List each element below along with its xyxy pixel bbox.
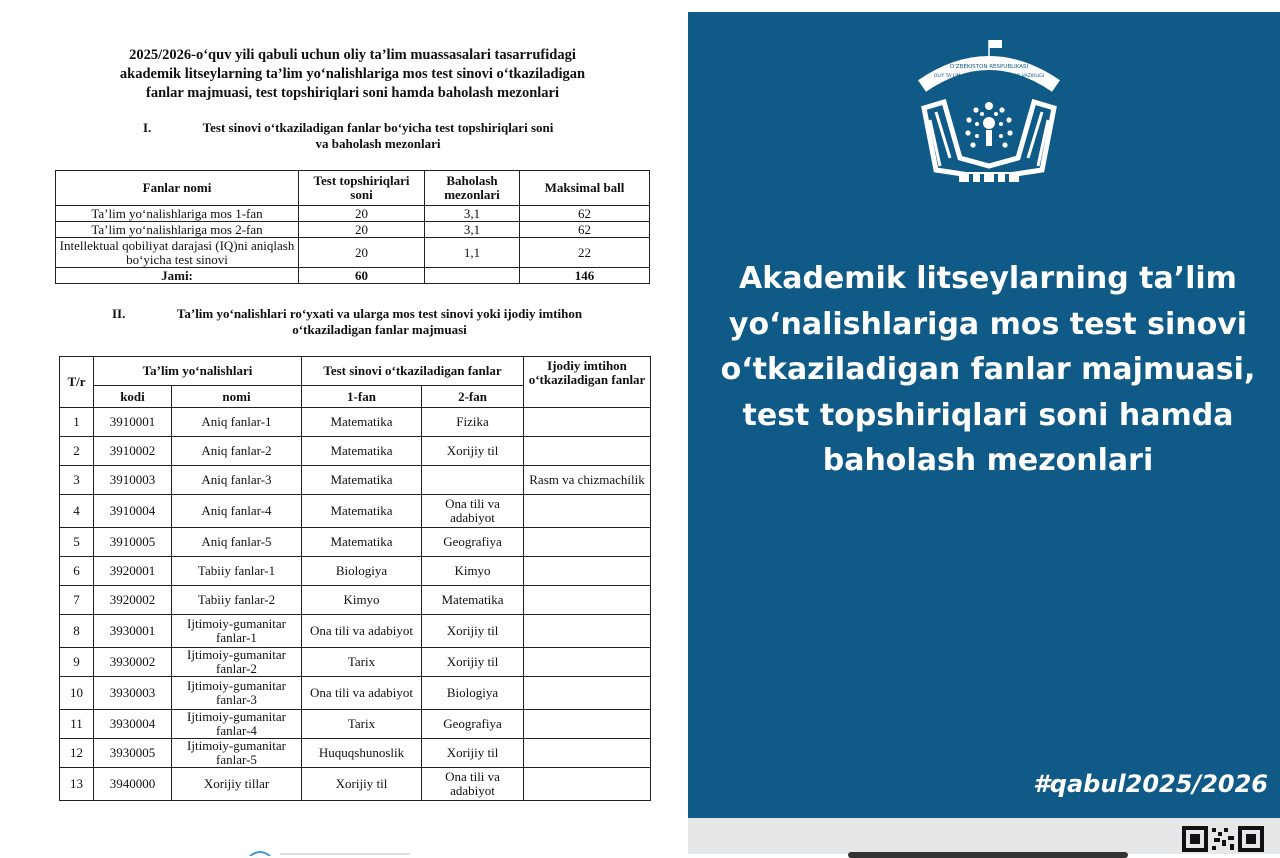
cell-creative [524, 408, 651, 437]
ministry-emblem-book-icon [914, 38, 1064, 184]
cell-subject-2: Kimyo [422, 557, 524, 586]
document-title-line: fanlar majmuasi, test topshiriqlari soni hamda baholash mezonlari [145, 85, 560, 101]
cell-subject-2: Xorijiy til [422, 739, 524, 768]
cell-count: 20 [299, 222, 425, 238]
cell-number: 8 [60, 615, 94, 648]
cell-subject: Intellektual qobiliyat darajasi (IQ)ni aniqlash bo‘yicha test sinovi [56, 238, 299, 268]
cell-creative: Rasm va chizmachilik [524, 466, 651, 495]
cell-subject-1: Matematika [302, 408, 422, 437]
col-header-tr: T/r [60, 357, 94, 408]
cell-subject-2: Xorijiy til [422, 648, 524, 677]
section-2-title-line: o‘tkaziladigan fanlar majmuasi [292, 322, 467, 337]
cell-direction-name: Aniq fanlar-1 [172, 408, 302, 437]
cell-code: 3930001 [94, 615, 172, 648]
table-row [60, 615, 651, 648]
cell-subject-2: Xorijiy til [422, 615, 524, 648]
cell-subject: Ta’lim yo‘nalishlariga mos 1-fan [56, 206, 299, 222]
section-1-heading [143, 120, 593, 152]
cell-direction-name: Aniq fanlar-3 [172, 466, 302, 495]
section-2-number: II. [112, 306, 126, 321]
cell-code: 3930002 [94, 648, 172, 677]
cell-direction-name: Aniq fanlar-5 [172, 528, 302, 557]
cell-direction-name: Tabiiy fanlar-2 [172, 586, 302, 615]
col-header-test-count: Test topshiriqlari soni [299, 171, 425, 206]
cell-creative [524, 437, 651, 466]
cell-creative [524, 495, 651, 528]
col-header-code: kodi [94, 386, 172, 408]
col-header-name: nomi [172, 386, 302, 408]
cell-code: 3920002 [94, 586, 172, 615]
cell-code: 3930004 [94, 710, 172, 739]
cell-subject-1: Tarix [302, 648, 422, 677]
cell-subject-2: Geografiya [422, 528, 524, 557]
scoring-table [55, 170, 650, 284]
directions-table-body [60, 408, 651, 801]
document-title-line: akademik litseylarning ta’lim yo‘nalishlariga mos test sinovi o‘tkaziladigan [119, 66, 586, 82]
table-row [60, 586, 651, 615]
table-row [56, 206, 650, 222]
cell-criteria: 3,1 [425, 222, 520, 238]
section-1-number: I. [143, 120, 152, 135]
table-row [60, 466, 651, 495]
cell-code: 3910002 [94, 437, 172, 466]
cell-number: 4 [60, 495, 94, 528]
cell-subject-1: Matematika [302, 437, 422, 466]
cell-number: 13 [60, 768, 94, 801]
table-row [60, 768, 651, 801]
panel-hashtag: #qabul2025/2026 [1033, 770, 1268, 798]
cell-code: 3930003 [94, 677, 172, 710]
cell-code: 3910005 [94, 528, 172, 557]
directions-table [59, 356, 651, 801]
table-row [60, 495, 651, 528]
col-header-subject-2: 2-fan [422, 386, 524, 408]
cell-number: 1 [60, 408, 94, 437]
cell-total-count: 60 [299, 268, 425, 284]
logo-text-line: O‘ZBEKISTON RESPUBLIKASI [949, 64, 1029, 70]
cell-creative [524, 648, 651, 677]
cell-subject-1: Matematika [302, 466, 422, 495]
table-row [60, 710, 651, 739]
table-row [60, 557, 651, 586]
cell-subject-2: Ona tili va adabiyot [422, 768, 524, 801]
cell-direction-name: Xorijiy tillar [172, 768, 302, 801]
cell-subject-2: Fizika [422, 408, 524, 437]
cell-creative [524, 615, 651, 648]
cell-creative [524, 528, 651, 557]
cell-creative [524, 677, 651, 710]
cell-criteria: 1,1 [425, 238, 520, 268]
cell-subject-2: Biologiya [422, 677, 524, 710]
table-row [60, 528, 651, 557]
cell-max: 22 [520, 238, 650, 268]
cell-total-criteria [425, 268, 520, 284]
col-header-test-subjects: Test sinovi o‘tkaziladigan fanlar [302, 357, 524, 386]
table-row [56, 222, 650, 238]
cell-subject-1: Huquqshunoslik [302, 739, 422, 768]
col-header-subject-name: Fanlar nomi [56, 171, 299, 206]
cell-direction-name: Aniq fanlar-2 [172, 437, 302, 466]
section-2-heading [112, 306, 617, 338]
cell-code: 3930005 [94, 739, 172, 768]
cell-code: 3910001 [94, 408, 172, 437]
cell-subject-2: Xorijiy til [422, 437, 524, 466]
col-header-direction: Ta’lim yo‘nalishlari [94, 357, 302, 386]
cell-creative [524, 557, 651, 586]
qr-code-icon[interactable] [1182, 826, 1270, 852]
footer-bar [688, 818, 1280, 854]
cell-direction-name: Ijtimoiy-gumanitar fanlar-5 [172, 739, 302, 768]
cell-subject: Ta’lim yo‘nalishlariga mos 2-fan [56, 222, 299, 238]
cell-number: 9 [60, 648, 94, 677]
cell-number: 3 [60, 466, 94, 495]
cell-direction-name: Ijtimoiy-gumanitar fanlar-3 [172, 677, 302, 710]
cell-code: 3920001 [94, 557, 172, 586]
col-header-subject-1: 1-fan [302, 386, 422, 408]
cell-subject-1: Kimyo [302, 586, 422, 615]
cell-number: 10 [60, 677, 94, 710]
home-indicator [848, 852, 1128, 858]
cell-direction-name: Ijtimoiy-gumanitar fanlar-4 [172, 710, 302, 739]
cell-total-max: 146 [520, 268, 650, 284]
panel-headline: Akademik litseylarning ta’lim yo‘nalishlariga mos test sinovi o‘tkaziladigan fanlar majmuasi, test topshiriqlari soni hamda baholash mezonlari [720, 261, 1256, 478]
cell-subject-1: Xorijiy til [302, 768, 422, 801]
cell-max: 62 [520, 222, 650, 238]
cell-count: 20 [299, 238, 425, 268]
col-header-creative: Ijodiy imtihon o‘tkaziladigan fanlar [524, 357, 651, 408]
table-row [60, 739, 651, 768]
cell-subject-1: Biologiya [302, 557, 422, 586]
cell-direction-name: Aniq fanlar-4 [172, 495, 302, 528]
cell-subject-2: Geografiya [422, 710, 524, 739]
cell-count: 20 [299, 206, 425, 222]
cell-number: 11 [60, 710, 94, 739]
announcement-panel [688, 12, 1280, 818]
cell-subject-1: Tarix [302, 710, 422, 739]
logo-text-line: OLIY TA’LIM, FAN VA INNOVATSIYALAR VAZIRLIGI [933, 74, 1045, 79]
cell-criteria: 3,1 [425, 206, 520, 222]
cell-number: 7 [60, 586, 94, 615]
table-row [60, 648, 651, 677]
cell-subject-1: Matematika [302, 528, 422, 557]
cell-direction-name: Ijtimoiy-gumanitar fanlar-2 [172, 648, 302, 677]
cell-subject-2: Matematika [422, 586, 524, 615]
cell-creative [524, 739, 651, 768]
cell-direction-name: Tabiiy fanlar-1 [172, 557, 302, 586]
section-2-title-line: Ta’lim yo‘nalishlari ro‘yxati va ularga mos test sinovi yoki ijodiy imtihon [176, 306, 583, 321]
cell-code: 3940000 [94, 768, 172, 801]
table-row [60, 437, 651, 466]
cell-subject-2: Ona tili va adabiyot [422, 495, 524, 528]
cropped-element [240, 846, 420, 856]
table-row [56, 238, 650, 268]
cell-creative [524, 710, 651, 739]
col-header-criteria: Baholash mezonlari [425, 171, 520, 206]
cell-number: 12 [60, 739, 94, 768]
cell-subject-1: Ona tili va adabiyot [302, 677, 422, 710]
cell-subject-2 [422, 466, 524, 495]
cell-number: 5 [60, 528, 94, 557]
cell-number: 2 [60, 437, 94, 466]
cell-creative [524, 586, 651, 615]
cell-subject-1: Ona tili va adabiyot [302, 615, 422, 648]
document-title-line: 2025/2026-o‘quv yili qabuli uchun oliy ta’lim muassasalari tasarrufidagi [129, 47, 576, 63]
cell-code: 3910004 [94, 495, 172, 528]
cell-total-label: Jami: [56, 268, 299, 284]
cell-number: 6 [60, 557, 94, 586]
document-title [60, 46, 645, 103]
section-1-title-line: va baholash mezonlari [315, 136, 441, 151]
cell-subject-1: Matematika [302, 495, 422, 528]
col-header-max-score: Maksimal ball [520, 171, 650, 206]
table-row [60, 408, 651, 437]
cell-max: 62 [520, 206, 650, 222]
cell-creative [524, 768, 651, 801]
cell-direction-name: Ijtimoiy-gumanitar fanlar-1 [172, 615, 302, 648]
cell-code: 3910003 [94, 466, 172, 495]
total-row [56, 268, 650, 284]
section-1-title-line: Test sinovi o‘tkaziladigan fanlar bo‘yicha test topshiriqlari soni [202, 120, 554, 135]
table-row [60, 677, 651, 710]
